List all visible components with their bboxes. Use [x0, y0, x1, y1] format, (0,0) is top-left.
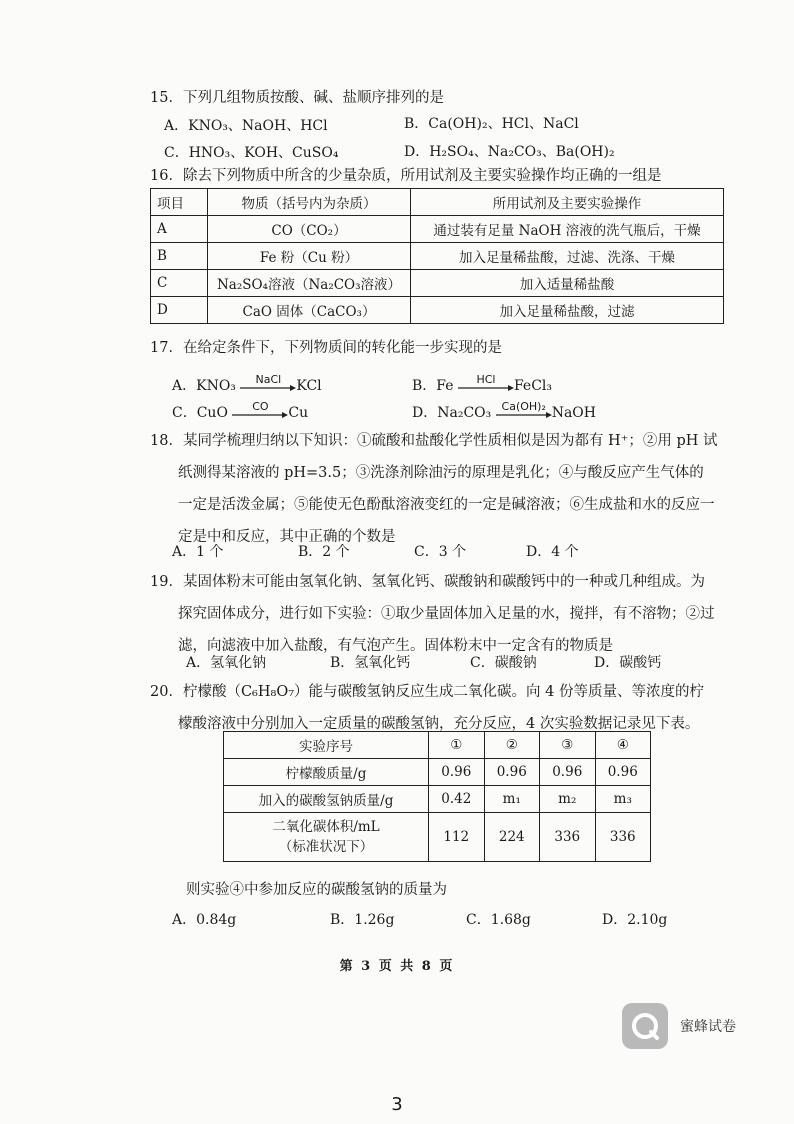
table-row	[151, 243, 724, 270]
option-label: D．	[412, 405, 438, 421]
page-footer: 第 3 页 共 8 页	[339, 959, 455, 974]
q18-option-a: A．1 个	[172, 544, 224, 560]
q15-option-a: A．KNO₃、NaOH、HCl	[164, 118, 328, 134]
q16-table	[150, 188, 724, 324]
table-cell: m₂	[540, 786, 596, 813]
q20-table	[223, 731, 651, 862]
reaction-condition: HCl	[476, 373, 496, 386]
q20-option-d: D．2.10g	[602, 912, 668, 928]
reaction-arrow	[240, 373, 296, 396]
q16-stem: 16．除去下列物质中所含的少量杂质，所用试剂及主要实验操作均正确的一组是	[150, 168, 662, 184]
table-cell: 0.42	[429, 786, 485, 813]
q17-option-d	[412, 400, 596, 423]
q19-option-b: B．氢氧化钙	[330, 655, 411, 671]
row-label: 二氧化碳体积/mL	[272, 819, 380, 835]
arrow-icon	[240, 384, 296, 392]
q20-ask: 则实验④中参加反应的碳酸氢钠的质量为	[186, 882, 447, 898]
reaction-condition: Ca(OH)₂	[501, 400, 546, 413]
arrow-icon	[232, 411, 288, 419]
table-header-cell: 所用试剂及主要实验操作	[411, 189, 724, 216]
reactant: Fe	[436, 378, 454, 394]
table-cell	[224, 813, 429, 862]
table-cell: Na₂SO₄溶液（Na₂CO₃溶液）	[208, 270, 411, 297]
q15-stem: 15．下列几组物质按酸、碱、盐顺序排列的是	[150, 90, 444, 106]
table-header-row	[224, 732, 651, 759]
table-header-cell: 物质（括号内为杂质）	[208, 189, 411, 216]
table-header-cell: ②	[484, 732, 540, 759]
table-cell: 336	[540, 813, 596, 862]
table-row	[224, 786, 651, 813]
row-label-note: （标准状况下）	[278, 839, 374, 855]
table-cell: 112	[429, 813, 485, 862]
table-cell: D	[151, 297, 208, 324]
q18-option-d: D．4 个	[526, 544, 579, 560]
q15-option-b: B．Ca(OH)₂、HCl、NaCl	[404, 116, 579, 132]
q18-option-c: C．3 个	[414, 544, 467, 560]
table-cell: CO（CO₂）	[208, 216, 411, 243]
table-header-cell: ③	[540, 732, 596, 759]
reaction-arrow	[458, 373, 514, 396]
table-cell: 0.96	[484, 759, 540, 786]
table-cell: Fe 粉（Cu 粉）	[208, 243, 411, 270]
q15-option-d: D．H₂SO₄、Na₂CO₃、Ba(OH)₂	[404, 144, 615, 160]
reaction-arrow	[496, 400, 552, 423]
table-row	[151, 297, 724, 324]
table-cell: 0.96	[595, 759, 651, 786]
q17-option-c	[172, 400, 309, 423]
q17-stem: 17．在给定条件下，下列物质间的转化能一步实现的是	[150, 340, 502, 356]
table-row	[151, 270, 724, 297]
table-cell: 加入适量稀盐酸	[411, 270, 724, 297]
reactant: CuO	[196, 405, 228, 421]
table-cell: 加入足量稀盐酸，过滤、洗涤、干燥	[411, 243, 724, 270]
watermark-text: 蜜蜂试卷	[680, 1019, 736, 1035]
option-label: A．	[172, 378, 197, 394]
table-row	[224, 813, 651, 862]
table-cell: 336	[595, 813, 651, 862]
table-cell: 通过装有足量 NaOH 溶液的洗气瓶后，干燥	[411, 216, 724, 243]
reactant: KNO₃	[196, 378, 236, 394]
arrow-icon	[458, 384, 514, 392]
q20-option-c: C．1.68g	[466, 912, 531, 928]
product: FeCl₃	[513, 378, 553, 394]
q18-stem: 18．某同学梳理归纳以下知识：①硫酸和盐酸化学性质相似是因为都有 H⁺；②用 pH 试纸测得某溶液的 pH=3.5；③洗涤剂除油污的原理是乳化；④与酸反应产生气体的一定是活泼金属；⑤能使无色酚酞溶液变红的一定是碱溶液；⑥生成盐和水的反应一定是中和反应，其中正确的个数是	[150, 433, 718, 545]
table-cell: CaO 固体（CaCO₃）	[208, 297, 411, 324]
product: Cu	[288, 405, 309, 421]
table-header-cell: ④	[595, 732, 651, 759]
arrow-icon	[496, 411, 552, 419]
q19-stem: 19．某固体粉末可能由氢氧化钠、氢氧化钙、碳酸钠和碳酸钙中的一种或几种组成。为探究固体成分，进行如下实验：①取少量固体加入足量的水，搅拌，有不溶物；②过滤，向滤液中加入盐酸，有气泡产生。固体粉末中一定含有的物质是	[150, 574, 715, 654]
table-cell: 柠檬酸质量/g	[224, 759, 429, 786]
q19-option-a: A．氢氧化钠	[186, 655, 267, 671]
q15-option-c: C．HNO₃、KOH、CuSO₄	[164, 145, 339, 161]
q19-option-d: D．碳酸钙	[594, 655, 662, 671]
table-cell: m₃	[595, 786, 651, 813]
table-cell: 加入足量稀盐酸，过滤	[411, 297, 724, 324]
q18-option-b: B．2 个	[298, 544, 350, 560]
table-cell: 0.96	[429, 759, 485, 786]
table-header-cell: 项目	[151, 189, 208, 216]
reaction-arrow	[232, 400, 288, 423]
table-cell: C	[151, 270, 208, 297]
table-cell: 224	[484, 813, 540, 862]
reactant: Na₂CO₃	[437, 405, 492, 421]
q20-option-b: B．1.26g	[330, 912, 395, 928]
table-header-cell: ①	[429, 732, 485, 759]
product: KCl	[296, 378, 322, 394]
table-cell: 加入的碳酸氢钠质量/g	[224, 786, 429, 813]
table-cell: 0.96	[540, 759, 596, 786]
q20-stem: 20．柠檬酸（C₆H₈O₇）能与碳酸氢钠反应生成二氧化碳。向 4 份等质量、等浓度的柠檬酸溶液中分别加入一定质量的碳酸氢钠，充分反应，4 次实验数据记录见下表。	[150, 684, 704, 732]
q20-option-a: A．0.84g	[172, 912, 237, 928]
reaction-condition: CO	[252, 400, 269, 413]
table-header-row	[151, 189, 724, 216]
watermark-logo-icon	[622, 1003, 668, 1049]
q17-option-a	[172, 373, 322, 396]
table-row	[224, 759, 651, 786]
page-number: 3	[391, 1094, 403, 1115]
reaction-condition: NaCl	[255, 373, 282, 386]
table-cell: A	[151, 216, 208, 243]
table-cell: m₁	[484, 786, 540, 813]
table-header-cell: 实验序号	[224, 732, 429, 759]
option-label: C．	[172, 405, 197, 421]
product: NaOH	[551, 405, 596, 421]
option-label: B．	[412, 378, 437, 394]
q19-option-c: C．碳酸钠	[470, 655, 537, 671]
table-row	[151, 216, 724, 243]
q17-option-b	[412, 373, 553, 396]
table-cell: B	[151, 243, 208, 270]
